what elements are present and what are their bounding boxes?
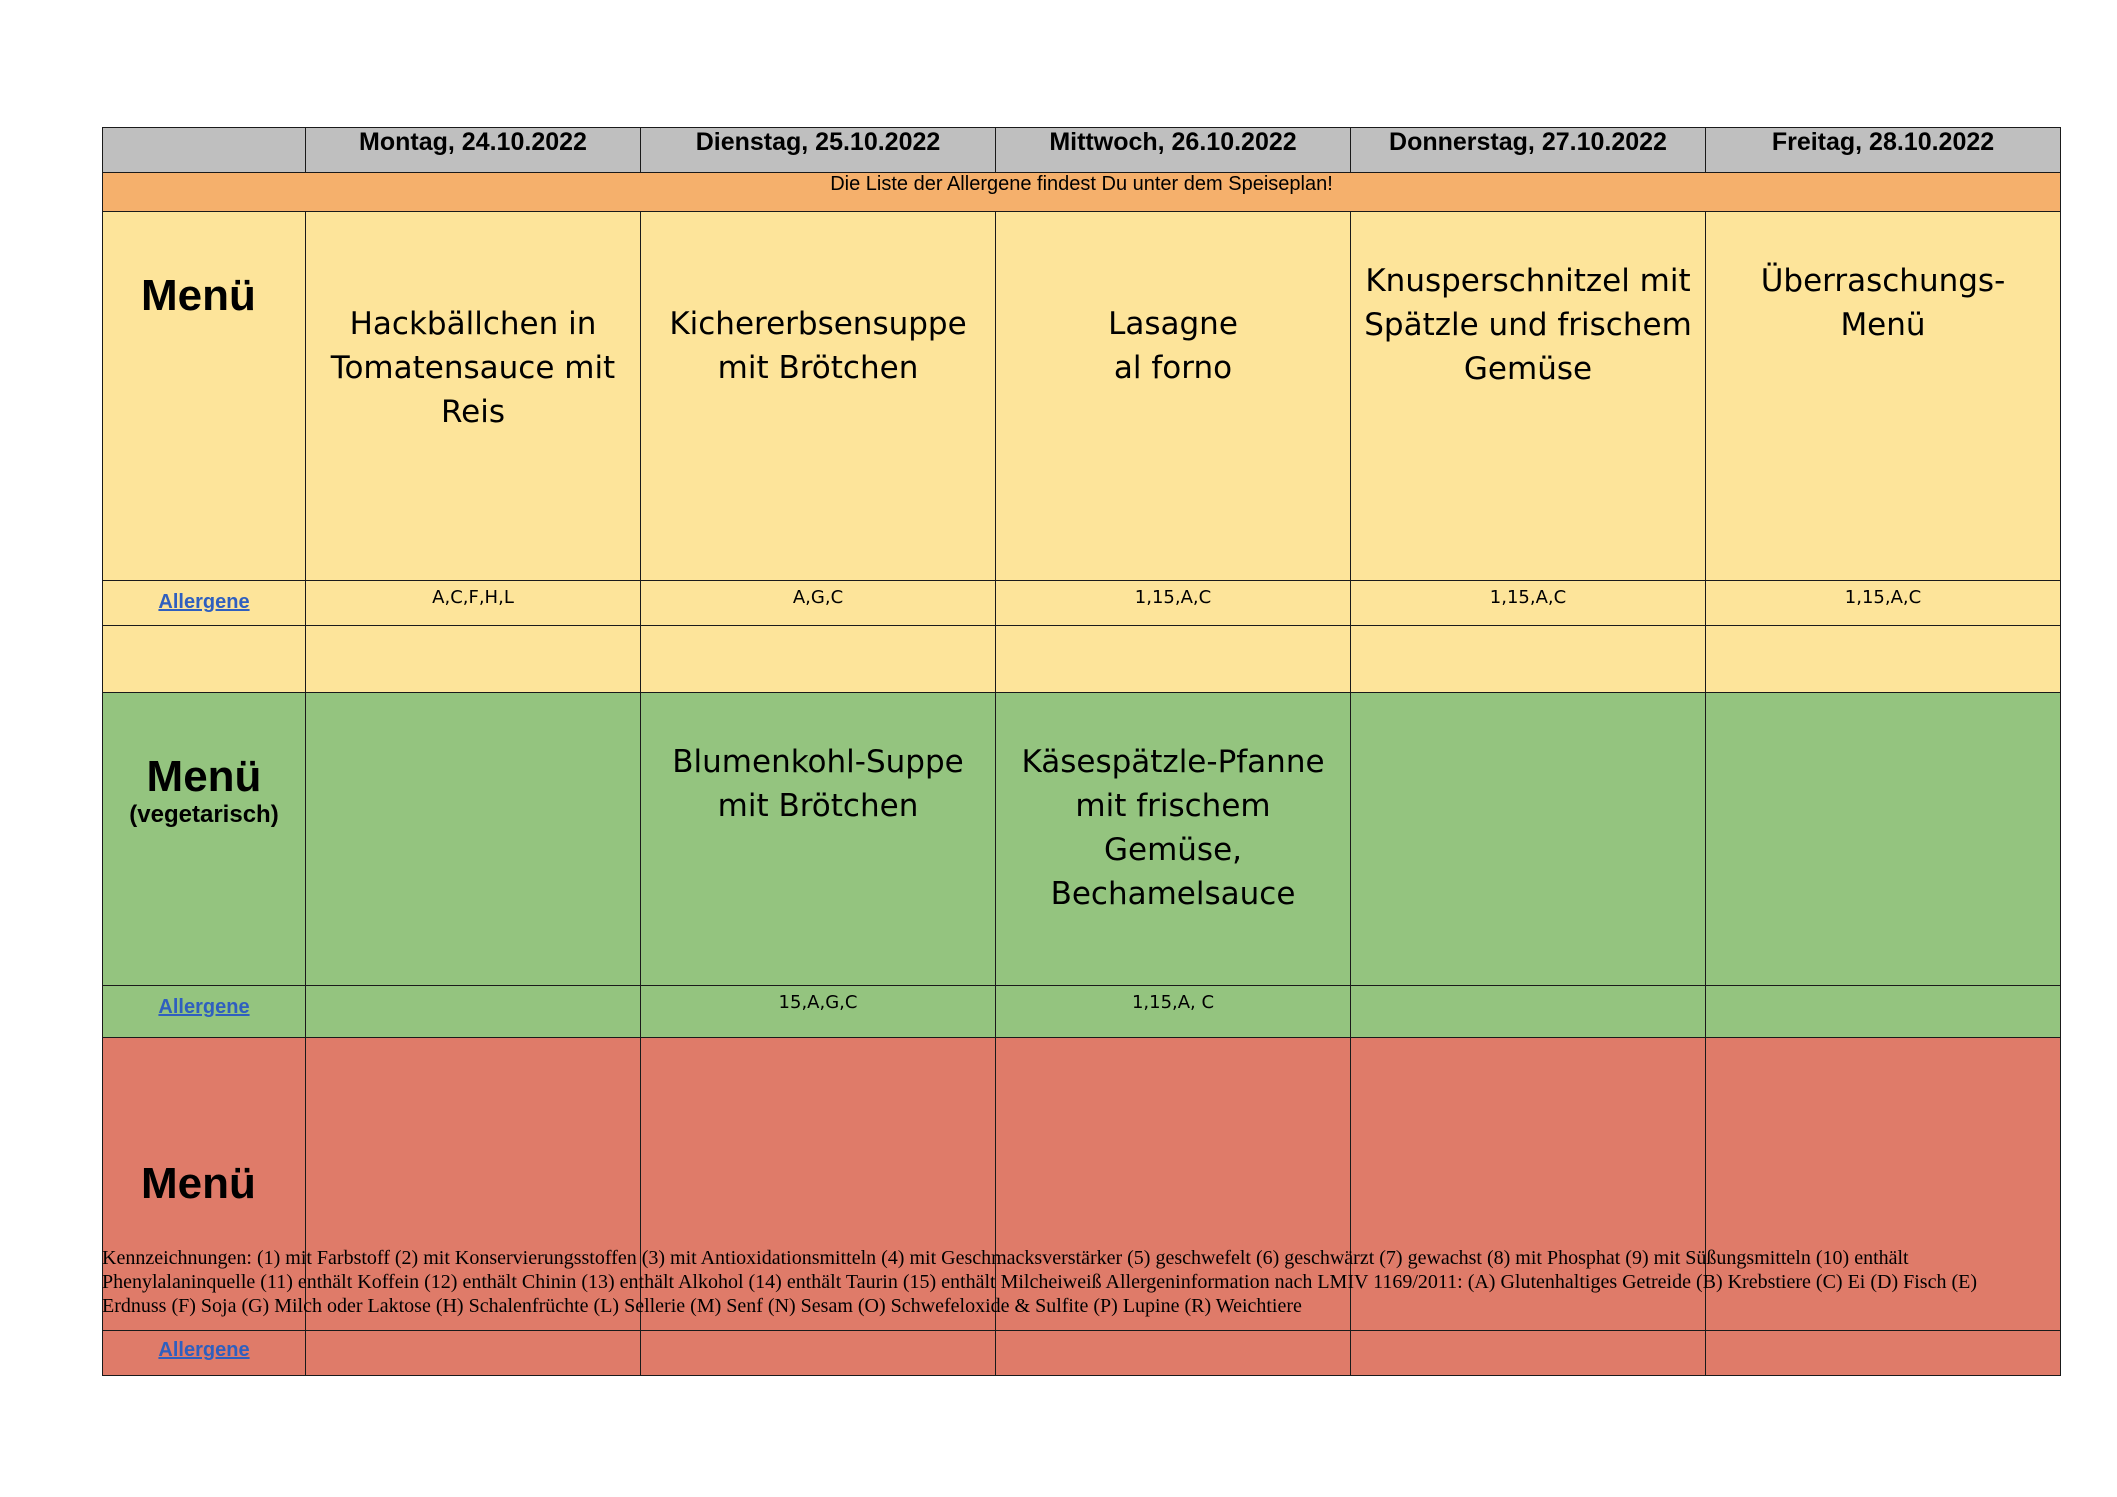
menu1-dish-cell [1706,212,2061,581]
dish-name: Käsespätzle-Pfanne mit frischem Gemüse, Bechamelsauce [1021,744,1325,912]
allergen-codes-cell [1351,1331,1706,1376]
dish-name: Kichererbsensuppe mit Brötchen [669,306,967,386]
allergen-codes-cell [1351,581,1706,626]
allergen-codes [1351,986,1705,992]
allergen-codes-cell [1706,986,2061,1038]
menu2-dish-cell [996,693,1351,986]
menu2-label-cell [103,693,306,986]
blank-cell [1706,626,2061,693]
allergen-link-cell [103,986,306,1038]
menu1-row [103,212,2061,581]
menu1-label: Menü [141,271,256,320]
dish-name: Hackbällchen in Tomatensauce mit Reis [330,306,616,430]
blank-cell [103,626,306,693]
menu3-label: Menü [141,1158,256,1208]
blank-cell [996,626,1351,693]
menu3-allergen-row [103,1331,2061,1376]
allergen-codes-cell [641,581,996,626]
day-header: Mittwoch, 26.10.2022 [996,128,1351,173]
day-header: Donnerstag, 27.10.2022 [1351,128,1706,173]
allergen-codes [306,986,640,992]
allergen-codes-cell [306,986,641,1038]
allergen-codes-cell [306,1331,641,1376]
menu2-dish-cell [1351,693,1706,986]
allergen-link[interactable]: Allergene [158,996,250,1018]
menu1-dish-cell [306,212,641,581]
dish-name: Überraschungs- Menü [1760,263,2006,343]
allergen-codes-cell [1351,986,1706,1038]
allergen-codes-cell [641,986,996,1038]
allergen-codes-cell [996,1331,1351,1376]
menu2-dish-cell [641,693,996,986]
allergen-codes-cell [1706,581,2061,626]
allergen-codes: 1,15,A,C [1489,587,1567,608]
menu1-dish-cell [641,212,996,581]
allergen-codes: 1,15,A,C [1134,587,1212,608]
allergen-link-cell [103,581,306,626]
dish-name: Blumenkohl-Suppe mit Brötchen [672,744,964,824]
allergen-codes-cell [641,1331,996,1376]
menu1-dish-cell [1351,212,1706,581]
day-header: Freitag, 28.10.2022 [1706,128,2061,173]
blank-cell [641,626,996,693]
menu1-dish-cell [996,212,1351,581]
menu1-label-cell [103,212,306,581]
allergen-codes: A,G,C [792,587,844,608]
allergen-codes-cell [1706,1331,2061,1376]
blank-row [103,626,2061,693]
dish-name: Knusperschnitzel mit Spätzle und frischem Gemüse [1364,263,1692,387]
menu2-sublabel: (vegetarisch) [129,801,279,829]
blank-cell [306,626,641,693]
meal-plan-table [102,127,2061,1376]
notice-row [103,173,2061,212]
allergen-link-cell [103,1331,306,1376]
allergen-codes [1706,986,2060,992]
dish-name: Lasagne al forno [1108,306,1238,386]
header-row [103,128,2061,173]
menu2-dish-cell [1706,693,2061,986]
allergen-link[interactable]: Allergene [158,1339,250,1361]
allergen-notice: Die Liste der Allergene findest Du unter dem Speiseplan! [103,173,2061,212]
allergen-codes: 15,A,G,C [778,992,858,1013]
blank-cell [1351,626,1706,693]
day-header: Dienstag, 25.10.2022 [641,128,996,173]
menu2-dish-cell [306,693,641,986]
allergen-codes: A,C,F,H,L [432,587,514,608]
day-header: Montag, 24.10.2022 [306,128,641,173]
menu2-row [103,693,2061,986]
menu2-allergen-row [103,986,2061,1038]
allergen-codes-cell [996,986,1351,1038]
header-corner [103,128,306,173]
menu2-label: Menü [146,752,262,801]
allergen-legend: Kennzeichnungen: (1) mit Farbstoff (2) mit Konservierungsstoffen (3) mit Antioxidationsmitteln (4) mit Geschmacksverstärker (5) geschwefelt (6) geschwärzt (7) gewachst (8) mit Phosphat (9) mit Süßungsmitteln (10) enthält Phenylalaninquelle (11) enthält Koffein (12) enthält Chinin (13) enthält Alkohol (14) enthält Taurin (15) enthält Milcheiweiß Allergeninformation nach LMIV 1169/2011: (A) Glutenhaltiges Getreide (B) Krebstiere (C) Ei (D) Fisch (E) Erdnuss (F) Soja (G) Milch oder Laktose (H) Schalenfrüchte (L) Sellerie (M) Senf (N) Sesam (O) Schwefeloxide & Sulfite (P) Lupine (R) Weichtiere [102,1247,1977,1317]
allergen-codes: 1,15,A, C [1131,992,1215,1013]
allergen-link[interactable]: Allergene [158,591,250,613]
allergen-codes-cell [996,581,1351,626]
menu1-allergen-row [103,581,2061,626]
allergen-codes: 1,15,A,C [1844,587,1922,608]
allergen-codes-cell [306,581,641,626]
